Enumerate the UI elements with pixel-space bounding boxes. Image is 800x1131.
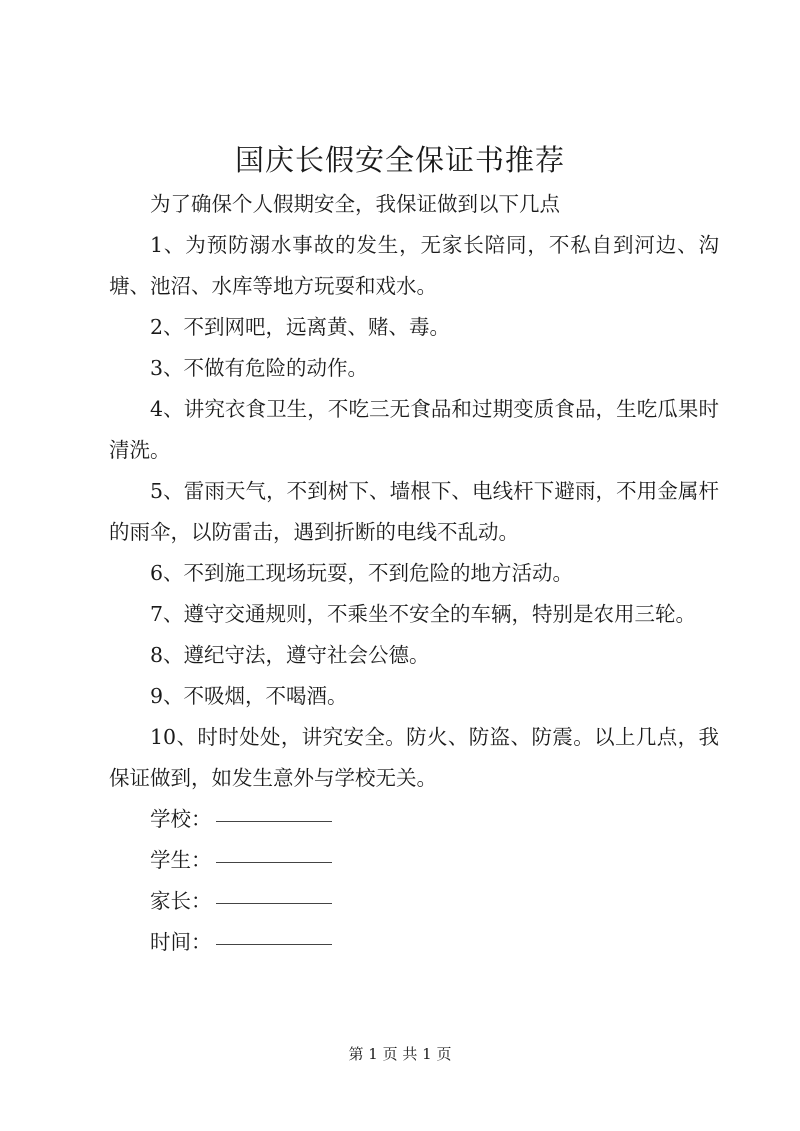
parent-label: 家长： bbox=[150, 889, 212, 913]
pledge-item-4: 4、讲究衣食卫生，不吃三无食品和过期变质食品，生吃瓜果时清洗。 bbox=[109, 397, 719, 462]
student-blank-line bbox=[216, 861, 332, 863]
signature-row-student bbox=[109, 840, 719, 881]
page-footer: 第 1 页 共 1 页 bbox=[348, 1045, 452, 1063]
pledge-item-10: 10、时时处处，讲究安全。防火、防盗、防震。以上几点，我保证做到，如发生意外与学校无关。 bbox=[109, 725, 719, 790]
pledge-item-2: 2、不到网吧，远离黄、赌、毒。 bbox=[150, 315, 451, 339]
date-blank-line bbox=[216, 943, 332, 945]
signature-row-parent bbox=[109, 881, 719, 922]
student-label: 学生： bbox=[150, 848, 212, 872]
date-label: 时间： bbox=[150, 930, 212, 954]
school-label: 学校： bbox=[150, 807, 212, 831]
pledge-item-1: 1、为预防溺水事故的发生，无家长陪同，不私自到河边、沟塘、池沼、水库等地方玩耍和戏水。 bbox=[109, 233, 719, 298]
pledge-item-7: 7、遵守交通规则，不乘坐不安全的车辆，特别是农用三轮。 bbox=[150, 602, 697, 626]
pledge-item-9: 9、不吸烟，不喝酒。 bbox=[150, 684, 348, 708]
signature-row-date bbox=[109, 922, 719, 963]
signature-row-school bbox=[109, 799, 719, 840]
school-blank-line bbox=[216, 820, 332, 822]
pledge-item-6: 6、不到施工现场玩耍，不到危险的地方活动。 bbox=[150, 561, 574, 585]
intro-paragraph: 为了确保个人假期安全，我保证做到以下几点 bbox=[150, 192, 560, 216]
document-title: 国庆长假安全保证书推荐 bbox=[234, 143, 565, 177]
parent-blank-line bbox=[216, 902, 332, 904]
pledge-item-3: 3、不做有危险的动作。 bbox=[150, 356, 369, 380]
pledge-item-8: 8、遵纪守法，遵守社会公德。 bbox=[150, 643, 430, 667]
document-body bbox=[109, 184, 719, 963]
pledge-item-5: 5、雷雨天气，不到树下、墙根下、电线杆下避雨，不用金属杆的雨伞，以防雷击，遇到折断的电线不乱动。 bbox=[109, 479, 719, 544]
